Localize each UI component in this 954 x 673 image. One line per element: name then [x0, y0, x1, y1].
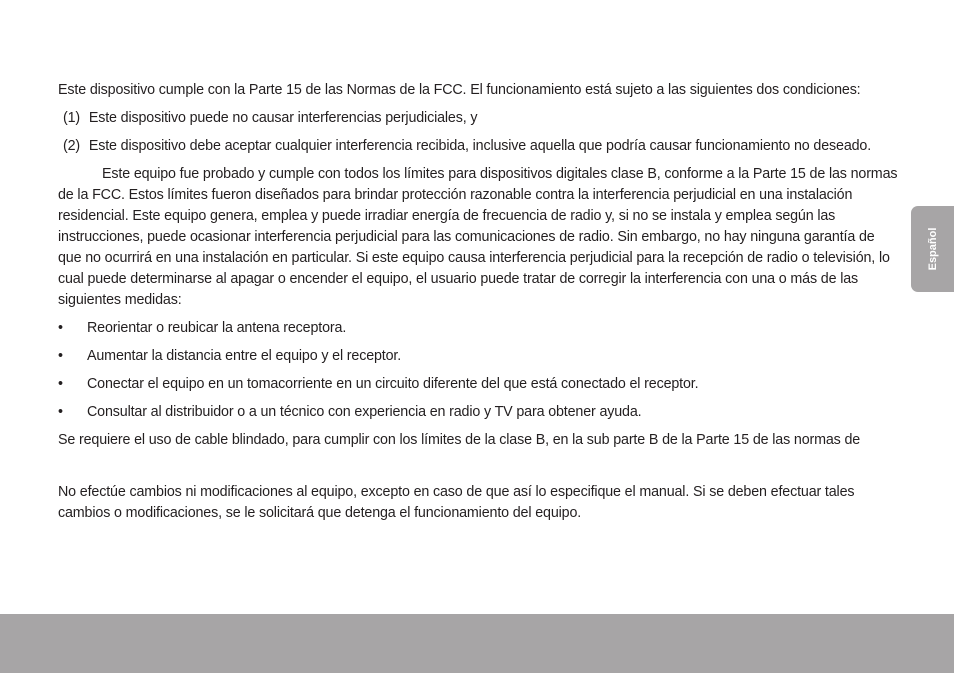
- list-item: [58, 346, 900, 367]
- bullet-icon: •: [58, 404, 63, 420]
- list-item-text: Aumentar la distancia entre el equipo y el receptor.: [87, 348, 402, 364]
- bullet-icon: •: [58, 376, 63, 392]
- condition-text: Este dispositivo puede no causar interferencias perjudiciales, y: [88, 110, 478, 126]
- list-item: [58, 374, 900, 395]
- list-item-text: Reorientar o reubicar la antena receptora.: [87, 320, 347, 336]
- language-tab-label: Español: [926, 227, 939, 271]
- bullet-icon: •: [58, 348, 63, 364]
- list-item-text: Conectar el equipo en un tomacorriente en un circuito diferente del que está conectado el receptor.: [87, 376, 699, 392]
- list-item-text: Consultar al distribuidor o a un técnico con experiencia en radio y TV para obtener ayuda.: [87, 404, 642, 420]
- bullet-icon: •: [58, 320, 63, 336]
- body-paragraph: Este equipo fue probado y cumple con todos los límites para dispositivos digitales clase B, conforme a la Parte 15 de las normas de la FCC. Estos límites fueron diseñados para brindar protección razonable contra la interferencia perjudicial en una instalación residencial. Este equipo genera, emplea y puede irradiar energía de frecuencia de radio y, si no se instala y emplea según las instrucciones, puede ocasionar interferencia perjudicial para las comunicaciones de radio. Sin embargo, no hay ninguna garantía de que no ocurrirá en una instalación en particular. Si este equipo causa interferencia perjudicial para la recepción de radio o televisión, lo cual puede determinarse al apagar o encender el equipo, el usuario puede tratar de corregir la interferencia con una o más de las siguientes medidas:: [58, 166, 898, 308]
- condition-text: Este dispositivo debe aceptar cualquier interferencia recibida, inclusive aquella que podría causar funcionamiento no deseado.: [88, 138, 872, 154]
- condition-number: (1): [63, 110, 81, 126]
- condition-number: (2): [63, 138, 81, 154]
- intro-paragraph: Este dispositivo cumple con la Parte 15 de las Normas de la FCC. El funcionamiento está sujeto a las siguientes dos condiciones:: [58, 82, 861, 98]
- condition-item: [63, 108, 900, 129]
- footer-bar: [0, 614, 954, 673]
- cable-note-paragraph: Se requiere el uso de cable blindado, para cumplir con los límites de la clase B, en la sub parte B de la Parte 15 de las normas de: [58, 432, 861, 448]
- list-item: [58, 318, 900, 339]
- condition-item: [63, 136, 900, 157]
- measures-list: [58, 318, 900, 423]
- document-content: [58, 80, 900, 524]
- modifications-paragraph: No efectúe cambios ni modificaciones al equipo, excepto en caso de que así lo especifique el manual. Si se deben efectuar tales cambios o modificaciones, se le solicitará que detenga el funcionamiento del equipo.: [58, 484, 855, 521]
- language-tab: [911, 206, 954, 292]
- list-item: [58, 402, 900, 423]
